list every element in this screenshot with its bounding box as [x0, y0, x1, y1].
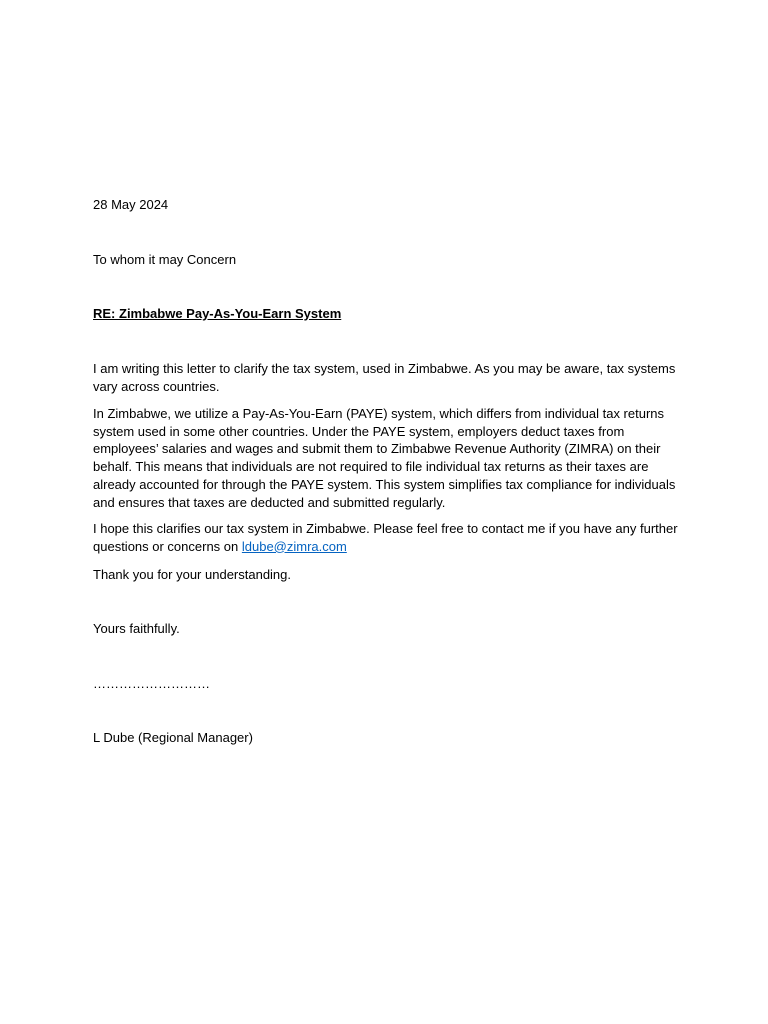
letter-date: 28 May 2024	[93, 197, 169, 212]
contact-text: I hope this clarifies our tax system in Zimbabwe. Please feel free to contact me if you have any further questions or concerns on	[93, 521, 678, 554]
signatory-name: L Dube (Regional Manager)	[93, 730, 253, 745]
closing: Yours faithfully.	[93, 621, 180, 636]
body-paragraph-paye: In Zimbabwe, we utilize a Pay-As-You-Earn (PAYE) system, which differs from individual tax returns system used in some other countries. Under the PAYE system, employers deduct taxes from employees’ salaries and wages and submit them to Zimbabwe Revenue Authority (ZIMRA) on their behalf. This means that individuals are not required to file individual tax returns as their taxes are already accounted for through the PAYE system. This system simplifies tax compliance for individuals and ensures that taxes are deducted and submitted regularly.	[93, 406, 676, 510]
subject-line: RE: Zimbabwe Pay-As-You-Earn System	[93, 306, 342, 321]
email-link[interactable]: ldube@zimra.com	[241, 538, 347, 554]
signature-line: ………………………	[93, 676, 210, 691]
salutation: To whom it may Concern	[93, 252, 237, 267]
body-paragraph-intro: I am writing this letter to clarify the tax system, used in Zimbabwe. As you may be aware, tax systems vary across countries.	[93, 361, 676, 394]
body-paragraph-thanks: Thank you for your understanding.	[93, 567, 292, 582]
body-paragraph-contact	[93, 520, 678, 555]
